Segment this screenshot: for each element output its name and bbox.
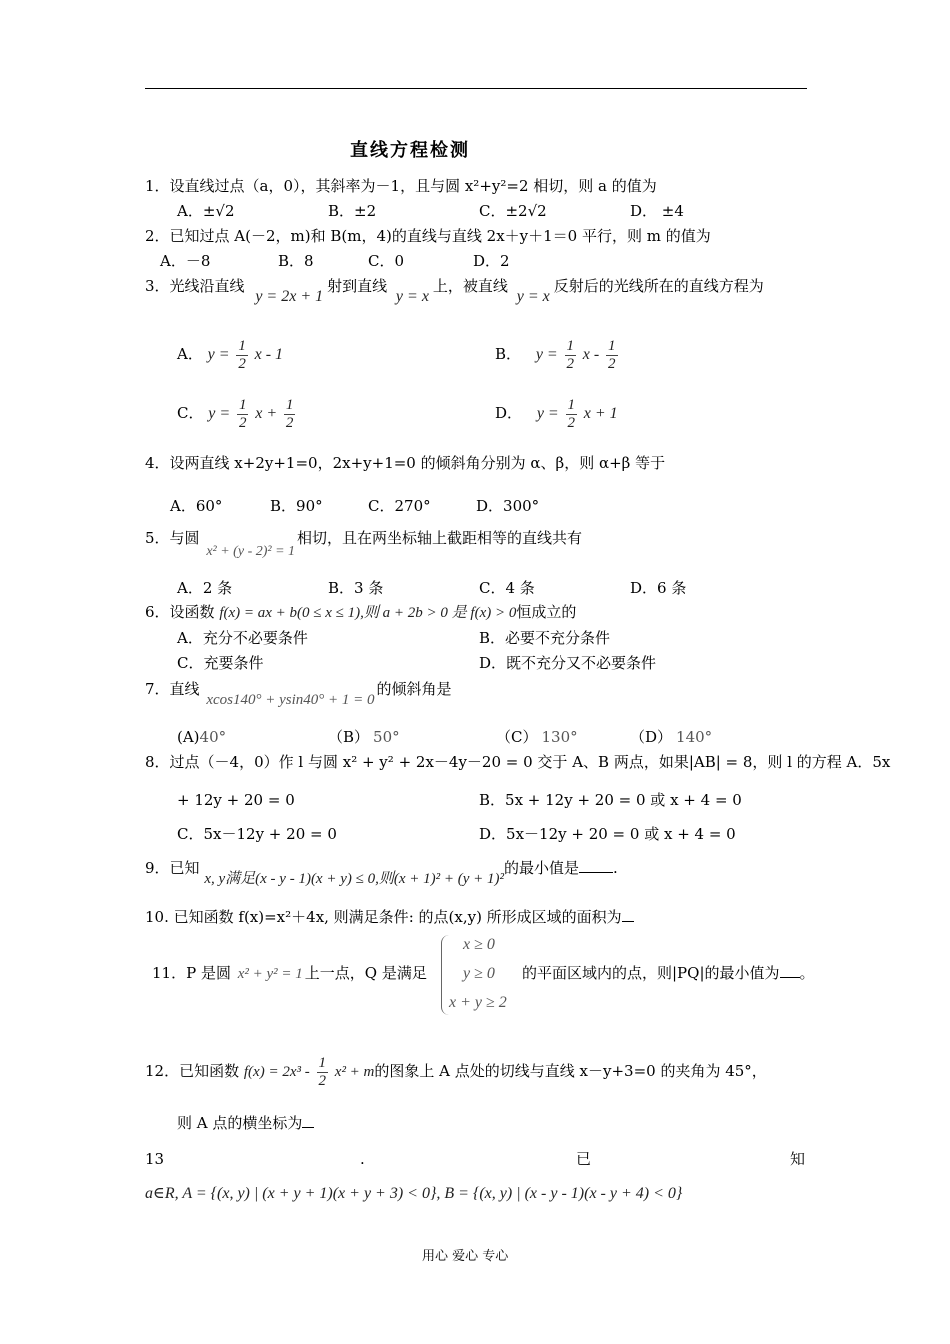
q5-option-d: D．6 条: [630, 579, 687, 597]
q7-option-d-value: 140°: [676, 728, 713, 746]
q12-eq-a: f(x) = 2x³ -: [243, 1064, 310, 1080]
q13-part-3: 已: [576, 1150, 592, 1168]
q10-answer-blank[interactable]: [622, 921, 634, 922]
q9-stem-b: 的最小值是: [504, 859, 580, 877]
q3-option-d: [495, 397, 618, 431]
q3-option-b-fraction1: $\frac{1}{2}$: [566, 338, 574, 372]
q5-eq: x² + (y - 2)² = 1: [206, 544, 296, 559]
q3-option-d-label: D．: [495, 404, 523, 422]
q2-option-c: C．0: [368, 252, 405, 270]
page-title: 直线方程检测: [350, 140, 470, 161]
q3-stem-a: 3．光线沿直线: [145, 277, 245, 295]
q3-option-d-post: x + 1: [583, 405, 618, 422]
q6-stem-b: 恒成立的: [516, 603, 577, 621]
q9-stem: 9．已知 x, y满足(x - y - 1)(x + y) ≤ 0,则(x + 1)² + (y + 1)²的最小值是 .: [145, 859, 618, 887]
q4-option-a: A．60°: [170, 497, 223, 515]
q11-sys-2: y ≥ 0: [463, 965, 495, 982]
q10-stem-text: 10. 已知函数 f(x)=x²＋4x, 则满足条件: 的点(x,y) 所形成区域的面积为: [145, 908, 622, 926]
q5-stem-b: 相切，且在两坐标轴上截距相等的直线共有: [297, 529, 583, 547]
q1-option-d: D． ±4: [630, 202, 684, 220]
q3-option-a-pre: y =: [207, 346, 230, 363]
q7-option-a-label: (A): [177, 728, 200, 746]
q3-stem: [145, 277, 764, 305]
q3-option-c: [177, 397, 297, 431]
q6-eq: f(x) = ax + b(0 ≤ x ≤ 1),则 a + 2b > 0 是 f(x) > 0: [219, 605, 517, 621]
q8-option-a-cont: + 12y + 20 = 0: [177, 791, 295, 809]
q13-part-4: 知: [790, 1150, 806, 1168]
q12-stem-a: 12．已知函数: [145, 1062, 240, 1080]
q7-option-d: [630, 728, 712, 746]
q1-option-a: A．±√2: [177, 202, 235, 220]
q3-option-b: [495, 338, 620, 372]
q11-stem-c: 的平面区域内的点，则|PQ|的最小值为: [522, 964, 780, 982]
q3-option-a-label: A．: [177, 345, 203, 363]
q3-option-d-pre: y =: [536, 405, 559, 422]
q11-stem: [152, 964, 427, 983]
q3-option-c-pre: y =: [208, 405, 231, 422]
q11-stem-a: 11．P 是圆: [152, 964, 231, 982]
q7-option-b-value: 50°: [373, 728, 400, 746]
q12-answer-blank[interactable]: [302, 1127, 314, 1128]
q4-option-b: B．90°: [270, 497, 323, 515]
q4-option-d: D．300°: [476, 497, 540, 515]
q2-option-a: A．－8: [160, 252, 211, 270]
q3-eq2: y = x: [395, 288, 429, 305]
q5-option-b: B．3 条: [328, 579, 384, 597]
q3-option-d-fraction: $\frac{1}{2}$: [567, 397, 575, 431]
q7-stem: [145, 680, 452, 708]
q5-option-c: C．4 条: [479, 579, 535, 597]
header-rule: [145, 88, 807, 89]
q3-stem-d: 反射后的光线所在的直线方程为: [553, 277, 764, 295]
q3-option-c-fraction1: $\frac{1}{2}$: [238, 397, 247, 431]
q3-option-a: [177, 338, 283, 372]
q3-option-b-fraction2: $\frac{1}{2}$: [608, 338, 616, 372]
q2-option-d: D．2: [473, 252, 510, 270]
q11-eq: x² + y² = 1: [237, 966, 303, 982]
q3-option-b-pre: y =: [535, 346, 558, 363]
q3-option-c-mid: x +: [255, 405, 278, 422]
q12-line2-text: 则 A 点的横坐标为: [177, 1114, 303, 1132]
q3-eq1: y = 2x + 1: [255, 288, 324, 305]
q6-option-b: B．必要不充分条件: [479, 629, 611, 647]
q2-stem: 2．已知过点 A(－2，m)和 B(m，4)的直线与直线 2x＋y＋1＝0 平行，则 m 的值为: [145, 227, 711, 245]
q7-option-b-label: （B）: [328, 728, 370, 746]
q10-stem: [145, 908, 634, 926]
page-footer: 用心 爱心 专心: [422, 1249, 509, 1264]
q13-eq: a∈R, A = {(x, y) | (x + y + 1)(x + y + 3) < 0}, B = {(x, y) | (x - y - 1)(x - y + 4) < 0}: [145, 1185, 683, 1202]
q7-stem-a: 7．直线: [145, 680, 200, 698]
q11-sys-3: x + y ≥ 2: [449, 994, 507, 1011]
q3-option-c-label: C．: [177, 404, 204, 422]
q7-option-c-value: 130°: [541, 728, 578, 746]
q6-stem-a: 6．设函数: [145, 603, 215, 621]
q8-option-b: B．5x + 12y + 20 = 0 或 x + 4 = 0: [479, 791, 742, 809]
q3-option-a-fraction: $\frac{1}{2}$: [238, 338, 246, 372]
q13-part-1: 13: [145, 1150, 165, 1168]
q3-eq3: y = x: [516, 288, 550, 305]
q11-answer-blank[interactable]: [780, 977, 800, 978]
q1-option-c: C．±2√2: [479, 202, 547, 220]
q12-stem-b: 的图象上 A 点处的切线与直线 x－y+3=0 的夹角为 45°，: [374, 1062, 767, 1080]
q5-option-a: A．2 条: [177, 579, 233, 597]
q3-option-a-post: x - 1: [254, 346, 284, 363]
q5-stem: [145, 529, 583, 559]
q12-fraction: $\frac{1}{2}$: [318, 1055, 326, 1089]
q11-stem-b: 上一点，Q 是满足: [304, 964, 427, 982]
q13-part-2: .: [360, 1150, 365, 1168]
q7-eq: xcos140° + ysin40° + 1 = 0: [206, 692, 375, 708]
q7-option-a: [177, 728, 226, 746]
q6-option-c: C．充要条件: [177, 654, 264, 672]
q12-stem: [145, 1055, 767, 1089]
q8-option-c: C．5x－12y + 20 = 0: [177, 825, 337, 843]
q12-line2: [177, 1114, 314, 1132]
q4-stem: 4．设两直线 x+2y+1=0，2x+y+1=0 的倾斜角分别为 α、β，则 α+β 等于: [145, 454, 666, 472]
q11-stem-end: 。: [799, 964, 815, 982]
q7-option-c-label: （C）: [496, 728, 538, 746]
q8-option-d: D．5x－12y + 20 = 0 或 x + 4 = 0: [479, 825, 736, 843]
q3-stem-c: 上，被直线: [432, 277, 508, 295]
q1-option-b: B．±2: [328, 202, 377, 220]
q11-stem-tail: [522, 964, 815, 982]
q7-option-d-label: （D）: [630, 728, 673, 746]
q4-option-c: C．270°: [368, 497, 431, 515]
q6-option-a: A．充分不必要条件: [177, 629, 308, 647]
q9-stem-a: 9．已知: [145, 859, 200, 877]
q7-option-c: [496, 728, 578, 746]
q3-option-c-fraction2: $\frac{1}{2}$: [285, 397, 294, 431]
q6-stem: [145, 603, 576, 622]
q9-eq: x, y满足(x - y - 1)(x + y) ≤ 0,则(x + 1)² + (y + 1)²: [204, 871, 505, 887]
q7-option-b: [328, 728, 400, 746]
q3-option-b-label: B．: [495, 345, 522, 363]
q3-stem-b: 射到直线: [327, 277, 388, 295]
q7-stem-b: 的倾斜角是: [376, 680, 452, 698]
q9-answer-blank[interactable]: [579, 872, 613, 873]
q2-option-b: B．8: [278, 252, 314, 270]
q5-stem-a: 5．与圆: [145, 529, 200, 547]
q1-stem: 1．设直线过点（a，0），其斜率为－1，且与圆 x²+y²=2 相切，则 a 的值为: [145, 177, 657, 195]
q11-sys-1: x ≥ 0: [463, 936, 495, 953]
q12-eq-b: x² + m: [334, 1064, 375, 1080]
q6-option-d: D．既不充分又不必要条件: [479, 654, 657, 672]
q3-option-b-mid: x -: [582, 346, 600, 363]
q7-option-a-value: 40°: [199, 728, 227, 746]
q8-stem: 8．过点（－4，0）作 l 与圆 x² + y² + 2x－4y－20 = 0 交于 A、B 两点，如果|AB| = 8，则 l 的方程 A．5x: [145, 753, 891, 771]
